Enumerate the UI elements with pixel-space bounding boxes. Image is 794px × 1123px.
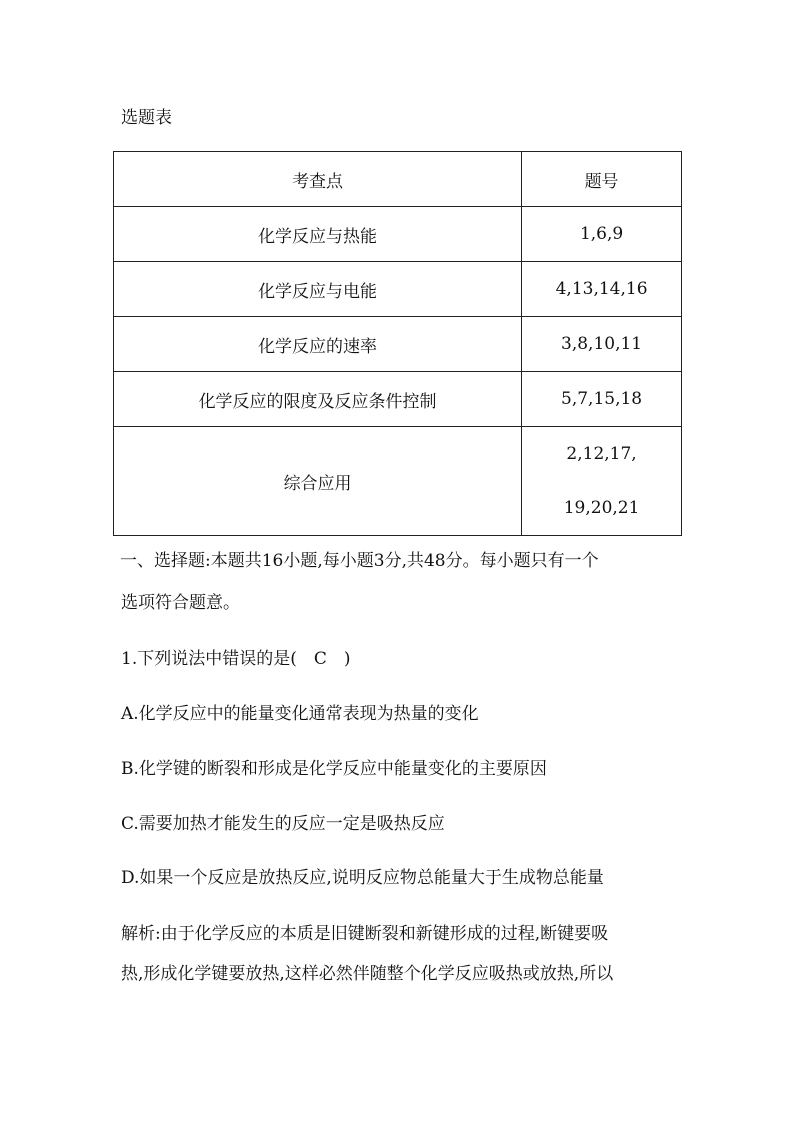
numbers-line: 19,20,21	[563, 498, 640, 518]
page-heading: 选题表	[121, 108, 172, 128]
table-row	[114, 262, 682, 317]
numbers-cell	[522, 427, 682, 536]
numbers-line: 2,12,17,	[566, 444, 637, 464]
topic-cell: 化学反应与热能	[114, 207, 522, 262]
analysis-line: 热,形成化学键要放热,这样必然伴随整个化学反应吸热或放热,所以	[121, 964, 614, 984]
table-row	[114, 207, 682, 262]
section-instructions-line: 一、选择题:本题共16小题,每小题3分,共48分。每小题只有一个	[120, 551, 599, 571]
question-stem: 1.下列说法中错误的是( C )	[121, 649, 351, 669]
topic-cell: 化学反应的速率	[114, 317, 522, 372]
numbers-cell: 1,6,9	[522, 207, 682, 262]
option-a: A.化学反应中的能量变化通常表现为热量的变化	[121, 704, 479, 724]
header-numbers: 题号	[522, 152, 682, 207]
header-topic: 考查点	[114, 152, 522, 207]
section-instructions-line: 选项符合题意。	[121, 593, 240, 613]
table-row	[114, 317, 682, 372]
numbers-cell: 5,7,15,18	[522, 372, 682, 427]
analysis-line: 解析:由于化学反应的本质是旧键断裂和新键形成的过程,断键要吸	[121, 924, 609, 944]
option-c: C.需要加热才能发生的反应一定是吸热反应	[121, 814, 445, 834]
table-header-row	[114, 152, 682, 207]
topic-cell: 综合应用	[114, 427, 522, 536]
table-row	[114, 372, 682, 427]
table-row	[114, 427, 682, 536]
numbers-cell: 4,13,14,16	[522, 262, 682, 317]
topic-table	[113, 151, 682, 536]
numbers-cell: 3,8,10,11	[522, 317, 682, 372]
topic-cell: 化学反应与电能	[114, 262, 522, 317]
topic-cell: 化学反应的限度及反应条件控制	[114, 372, 522, 427]
option-d: D.如果一个反应是放热反应,说明反应物总能量大于生成物总能量	[121, 868, 604, 888]
option-b: B.化学键的断裂和形成是化学反应中能量变化的主要原因	[121, 759, 547, 779]
